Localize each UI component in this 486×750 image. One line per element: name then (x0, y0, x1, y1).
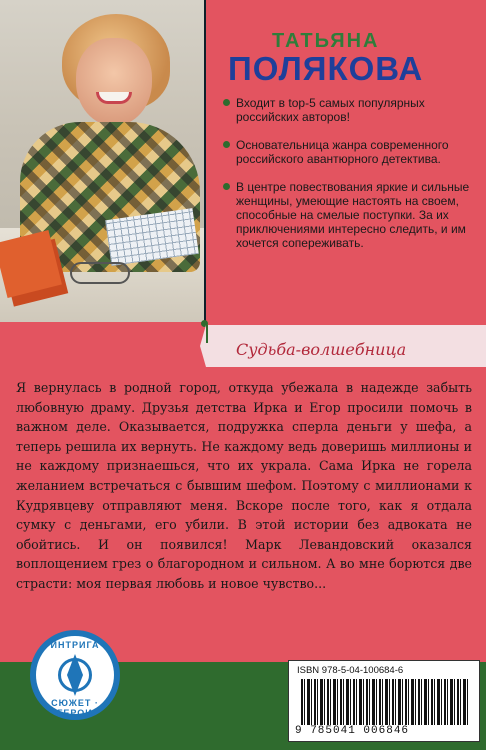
bullet-dot-icon (223, 141, 230, 148)
divider-line (204, 0, 206, 324)
bullet-dot-icon (223, 183, 230, 190)
barcode-digits: 9 785041 006846 (295, 725, 410, 737)
series-logo-bottom-text: СЮЖЕТ · ГЕРОИ (51, 698, 99, 718)
title-banner-line (206, 325, 208, 343)
bullet-dot-icon (223, 99, 230, 106)
author-first-name: ТАТЬЯНА (272, 30, 380, 52)
barcode (301, 679, 469, 725)
author-last-name: ПОЛЯКОВА (228, 50, 424, 87)
highlight-item: Основательница жанра современного российского авантюрного детектива. (236, 138, 482, 166)
isbn-barcode-box (288, 660, 480, 742)
isbn-label: ISBN 978-5-04-100684-6 (297, 665, 404, 676)
author-highlights (236, 96, 482, 264)
author-photo (0, 0, 204, 322)
highlight-item: В центре повествования яркие и сильные женщины, умеющие настоять на своем, способные на смелые поступки. За их приключениями интересно следить, и им хочется сопереживать. (236, 180, 482, 250)
series-logo-top-text: ИНТРИГА (50, 640, 100, 650)
book-title: Судьба-волшебница (236, 340, 407, 359)
series-logo (30, 630, 120, 720)
annotation-text: Я вернулась в родной город, откуда убежала в надежде забыть любовную драму. Друзья детства Ирка и Егор просили помочь в важном деле. Оказывается, подружка сперла деньги у шефа, а теперь решила их вернуть. Не каждому ведь доверишь миллионы и не каждому признаешься, что их украла. Сама Ирка не горела желанием встречаться с бывшим шефом. Поэтому с миллионами к Кудрявцеву отправляют меня. Вскоре после того, как я отдала сумку с деньгами, его убили. В этой истории без адвоката не обойтись. И он появился! Марк Левандовский оказался воплощением грез о благородном и сильном. А во мне борются две страсти: моя первая любовь и новое чувство... (16, 380, 472, 591)
highlight-item: Входит в top-5 самых популярных российских авторов! (236, 96, 482, 124)
